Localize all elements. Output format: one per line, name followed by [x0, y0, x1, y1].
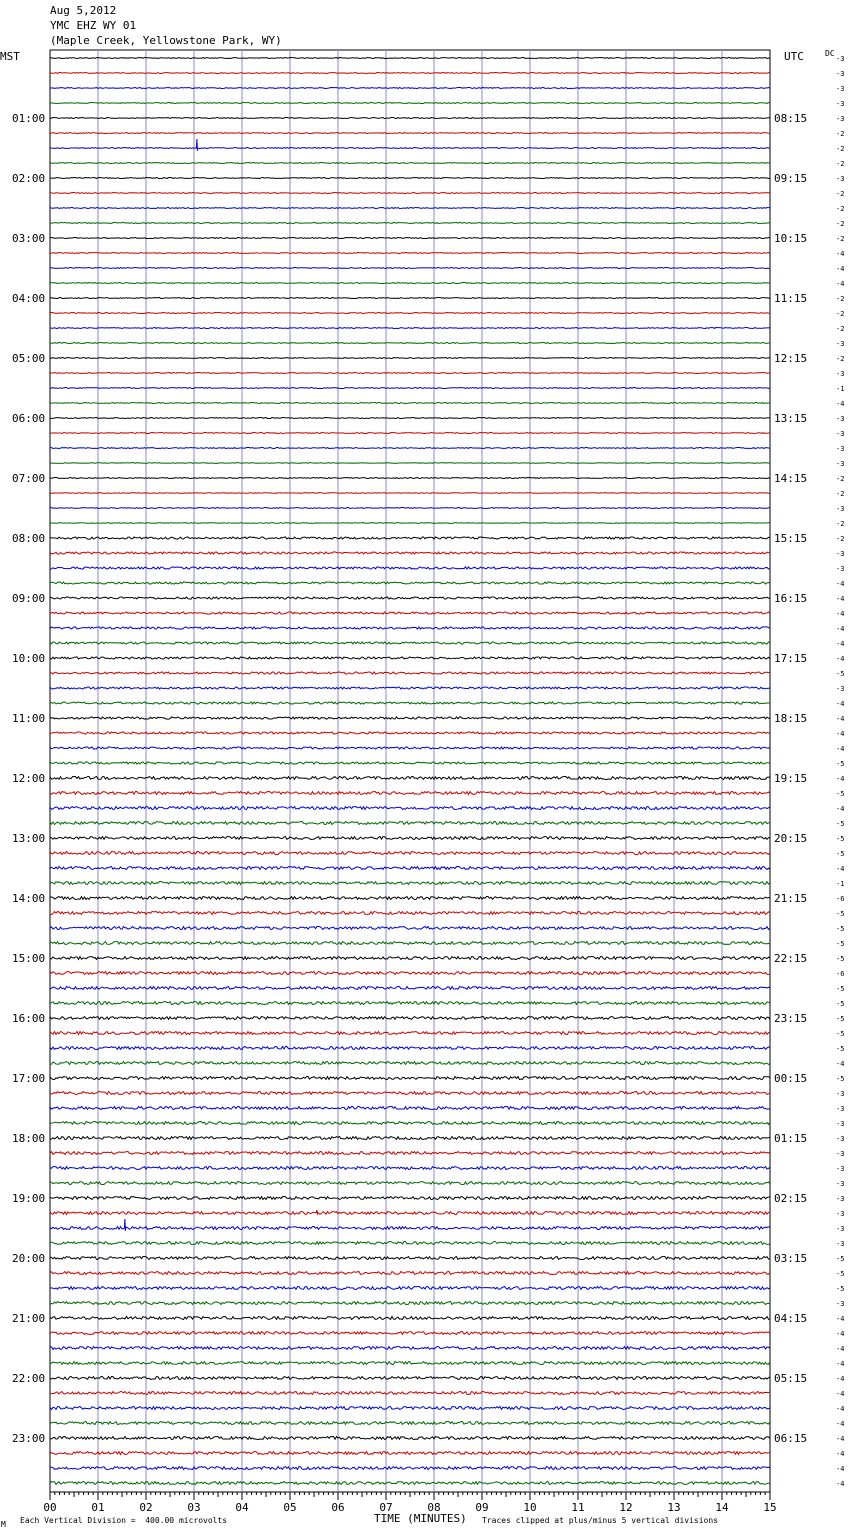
x-tick-label: 02	[139, 1501, 153, 1514]
dc-offset-label: -3	[836, 1090, 845, 1098]
left-hour-label: 07:00	[12, 472, 46, 485]
dc-offset-label: -2	[836, 205, 845, 213]
right-hour-label: 13:15	[774, 412, 808, 425]
dc-offset-label: -4	[836, 1435, 845, 1443]
x-axis-label: TIME (MINUTES)	[374, 1512, 467, 1525]
trace-line	[50, 672, 770, 674]
dc-offset-label: -4	[836, 595, 845, 603]
trace-line	[50, 1452, 770, 1455]
trace-line	[50, 582, 770, 584]
dc-offset-label: -2	[836, 475, 845, 483]
footer-corner-mark: M	[1, 1520, 6, 1529]
trace-line	[50, 1062, 770, 1065]
dc-offset-label: -2	[836, 160, 845, 168]
trace-line	[50, 987, 770, 990]
dc-offset-label: -3	[836, 340, 845, 348]
dc-offset-label: -5	[836, 835, 845, 843]
dc-offset-label: -4	[836, 1405, 845, 1413]
x-tick-label: 12	[619, 1501, 633, 1514]
trace-line	[50, 73, 770, 74]
trace-line	[50, 508, 770, 509]
dc-offset-label: -2	[836, 520, 845, 528]
trace-line	[50, 1317, 770, 1320]
dc-offset-label: -3	[836, 1225, 845, 1233]
right-hour-label: 06:15	[774, 1432, 808, 1445]
dc-offset-label: -4	[836, 400, 845, 408]
trace-line	[50, 1242, 770, 1245]
trace-line	[50, 702, 770, 704]
right-hour-label: 09:15	[774, 172, 808, 185]
dc-offset-label: -4	[836, 745, 845, 753]
dc-offset-label: -4	[836, 775, 845, 783]
dc-offset-label: -3	[836, 1210, 845, 1218]
dc-offset-label: -3	[836, 445, 845, 453]
left-hour-label: 19:00	[12, 1192, 46, 1205]
left-hour-label: 20:00	[12, 1252, 46, 1265]
trace-line	[50, 1017, 770, 1020]
trace-line	[50, 762, 770, 764]
trace-line	[50, 852, 770, 855]
dc-offset-label: -5	[836, 985, 845, 993]
x-tick-label: 15	[763, 1501, 777, 1514]
dc-offset-label: -4	[836, 1390, 845, 1398]
header-location: (Maple Creek, Yellowstone Park, WY)	[50, 34, 282, 47]
dc-offset-label: -2	[836, 325, 845, 333]
trace-line	[50, 163, 770, 164]
trace-line	[50, 882, 770, 885]
right-hour-label: 05:15	[774, 1372, 808, 1385]
trace-line	[50, 1302, 770, 1305]
trace-line	[50, 118, 770, 119]
trace-line	[50, 567, 770, 569]
dc-offset-label: -3	[836, 1195, 845, 1203]
right-hour-label: 14:15	[774, 472, 808, 485]
dc-offset-label: -3	[836, 1150, 845, 1158]
dc-offset-label: -3	[836, 415, 845, 423]
trace-line	[50, 1227, 770, 1230]
x-tick-label: 06	[331, 1501, 345, 1514]
left-hour-label: 09:00	[12, 592, 46, 605]
dc-offset-label: -4	[836, 1315, 845, 1323]
trace-line	[50, 1392, 770, 1395]
trace-line	[50, 1107, 770, 1110]
dc-offset-label: -4	[836, 700, 845, 708]
trace-line	[50, 193, 770, 194]
trace-line	[50, 223, 770, 224]
trace-line	[50, 597, 770, 599]
left-hour-label: 08:00	[12, 532, 46, 545]
trace-line	[50, 433, 770, 434]
right-hour-label: 01:15	[774, 1132, 808, 1145]
x-tick-label: 04	[235, 1501, 249, 1514]
trace-line	[50, 268, 770, 269]
dc-offset-label: -2	[836, 190, 845, 198]
trace-line	[50, 1182, 770, 1185]
x-tick-label: 10	[523, 1501, 537, 1514]
trace-line	[50, 133, 770, 134]
dc-offset-label: -5	[836, 1075, 845, 1083]
left-hour-label: 10:00	[12, 652, 46, 665]
left-hour-label: 21:00	[12, 1312, 46, 1325]
dc-offset-label: -3	[836, 1165, 845, 1173]
x-tick-label: 00	[43, 1501, 57, 1514]
right-hour-label: 17:15	[774, 652, 808, 665]
header-station: YMC EHZ WY 01	[50, 19, 137, 32]
trace-line	[50, 1032, 770, 1035]
right-hour-label: 21:15	[774, 892, 808, 905]
dc-offset-label: -5	[836, 820, 845, 828]
right-hour-label: 15:15	[774, 532, 808, 545]
dc-offset-label: -5	[836, 940, 845, 948]
trace-line	[50, 822, 770, 825]
dc-offset-label: -4	[836, 1330, 845, 1338]
dc-offset-label: -4	[836, 265, 845, 273]
dc-offset-label: -4	[836, 805, 845, 813]
dc-offset-label: -4	[836, 250, 845, 258]
right-hour-label: 22:15	[774, 952, 808, 965]
trace-line	[50, 972, 770, 975]
dc-offset-label: -4	[836, 280, 845, 288]
left-hour-label: 11:00	[12, 712, 46, 725]
left-hour-label: 18:00	[12, 1132, 46, 1145]
dc-offset-label: -5	[836, 925, 845, 933]
trace-line	[50, 1437, 770, 1440]
x-tick-label: 14	[715, 1501, 729, 1514]
dc-offset-label: -3	[836, 115, 845, 123]
dc-offset-label: -3	[836, 70, 845, 78]
trace-line	[50, 927, 770, 930]
right-hour-label: 12:15	[774, 352, 808, 365]
dc-offset-label: -1	[836, 880, 845, 888]
dc-offset-label: -2	[836, 490, 845, 498]
dc-offset-label: -2	[836, 535, 845, 543]
trace-line	[50, 1257, 770, 1260]
dc-offset-label: -6	[836, 895, 845, 903]
dc-offset-label: -4	[836, 1375, 845, 1383]
trace-line	[50, 463, 770, 464]
dc-offset-label: -3	[836, 175, 845, 183]
footer-scale-text: Each Vertical Division = 400.00 microvolts	[20, 1516, 228, 1525]
right-hour-label: 02:15	[774, 1192, 808, 1205]
trace-line	[50, 867, 770, 870]
trace-line	[50, 103, 770, 104]
trace-line	[50, 328, 770, 329]
dc-offset-label: -2	[836, 130, 845, 138]
trace-line	[50, 1407, 770, 1410]
dc-offset-label: -3	[836, 100, 845, 108]
trace-line	[50, 388, 770, 389]
trace-line	[50, 178, 770, 179]
left-hour-label: 17:00	[12, 1072, 46, 1085]
right-hour-label: 04:15	[774, 1312, 808, 1325]
dc-offset-label: -2	[836, 235, 845, 243]
trace-line	[50, 1212, 770, 1215]
x-tick-label: 08	[427, 1501, 441, 1514]
dc-offset-label: -2	[836, 355, 845, 363]
trace-line	[50, 642, 770, 644]
dc-offset-label: -2	[836, 295, 845, 303]
dc-offset-label: -5	[836, 955, 845, 963]
trace-line	[50, 523, 770, 524]
trace-line	[50, 942, 770, 945]
trace-line	[50, 1482, 770, 1485]
dc-offset-label: -3	[836, 1120, 845, 1128]
trace-line	[50, 313, 770, 314]
right-hour-label: 03:15	[774, 1252, 808, 1265]
trace-line	[50, 1122, 770, 1125]
dc-offset-label: -5	[836, 1045, 845, 1053]
left-hour-label: 13:00	[12, 832, 46, 845]
trace-line	[50, 298, 770, 299]
dc-offset-label: -5	[836, 850, 845, 858]
dc-offset-label: -4	[836, 1360, 845, 1368]
right-hour-label: 11:15	[774, 292, 808, 305]
right-hour-label: 20:15	[774, 832, 808, 845]
trace-line	[50, 283, 770, 284]
right-hour-label: 23:15	[774, 1012, 808, 1025]
x-tick-label: 03	[187, 1501, 201, 1514]
dc-offset-label: -3	[836, 85, 845, 93]
dc-offset-label: -4	[836, 1450, 845, 1458]
trace-line	[50, 1002, 770, 1005]
dc-offset-label: -5	[836, 910, 845, 918]
trace-line	[50, 418, 770, 419]
trace-line	[50, 1467, 770, 1470]
trace-line	[50, 552, 770, 554]
dc-offset-label: -5	[836, 1270, 845, 1278]
dc-offset-label: -4	[836, 730, 845, 738]
dc-offset-label: -4	[836, 1060, 845, 1068]
trace-line	[50, 1197, 770, 1200]
left-hour-label: 12:00	[12, 772, 46, 785]
dc-label: DC	[825, 49, 835, 58]
dc-offset-label: -5	[836, 1030, 845, 1038]
dc-offset-label: -5	[836, 760, 845, 768]
trace-line	[50, 373, 770, 374]
trace-line	[50, 253, 770, 254]
trace-line	[50, 448, 770, 449]
left-hour-label: 02:00	[12, 172, 46, 185]
trace-line	[50, 1377, 770, 1380]
dc-offset-label: -6	[836, 970, 845, 978]
trace-line	[50, 208, 770, 209]
trace-line	[50, 747, 770, 749]
left-hour-label: 06:00	[12, 412, 46, 425]
header-date: Aug 5,2012	[50, 4, 117, 17]
dc-offset-label: -2	[836, 220, 845, 228]
trace-line	[50, 1047, 770, 1050]
right-hour-label: 19:15	[774, 772, 808, 785]
footer-clip-text: Traces clipped at plus/minus 5 vertical divisions	[482, 1516, 719, 1525]
trace-line	[50, 343, 770, 344]
dc-offset-label: -4	[836, 640, 845, 648]
trace-line	[50, 1272, 770, 1275]
right-hour-label: 18:15	[774, 712, 808, 725]
right-hour-label: 16:15	[774, 592, 808, 605]
dc-offset-label: -2	[836, 145, 845, 153]
dc-offset-label: -3	[836, 460, 845, 468]
dc-offset-label: -4	[836, 1420, 845, 1428]
trace-line	[50, 1347, 770, 1350]
trace-line	[50, 687, 770, 689]
trace-line	[50, 957, 770, 960]
dc-offset-label: -4	[836, 1465, 845, 1473]
x-tick-label: 05	[283, 1501, 297, 1514]
trace-line	[50, 1332, 770, 1335]
trace-line	[50, 612, 770, 614]
dc-offset-label: -2	[836, 310, 845, 318]
trace-line	[50, 777, 770, 780]
left-hour-label: 14:00	[12, 892, 46, 905]
trace-line	[50, 537, 770, 539]
dc-offset-label: -4	[836, 1345, 845, 1353]
dc-offset-label: -3	[836, 1240, 845, 1248]
trace-line	[50, 238, 770, 239]
trace-line	[50, 627, 770, 629]
left-hour-label: 05:00	[12, 352, 46, 365]
trace-line	[50, 478, 770, 479]
dc-offset-label: -4	[836, 625, 845, 633]
left-timezone-label: MST	[0, 50, 20, 63]
x-tick-label: 13	[667, 1501, 681, 1514]
trace-line	[50, 807, 770, 810]
trace-line	[50, 403, 770, 404]
trace-line	[50, 88, 770, 89]
left-hour-label: 04:00	[12, 292, 46, 305]
x-tick-label: 09	[475, 1501, 489, 1514]
left-hour-label: 22:00	[12, 1372, 46, 1385]
trace-line	[50, 1077, 770, 1080]
dc-offset-label: -4	[836, 580, 845, 588]
dc-offset-label: -3	[836, 1180, 845, 1188]
trace-line	[50, 1167, 770, 1170]
dc-offset-label: -5	[836, 1285, 845, 1293]
trace-line	[50, 58, 770, 59]
dc-offset-label: -3	[836, 1300, 845, 1308]
dc-offset-label: -3	[836, 505, 845, 513]
trace-line	[50, 493, 770, 494]
dc-offset-label: -3	[836, 430, 845, 438]
trace-line	[50, 897, 770, 900]
dc-offset-label: -4	[836, 865, 845, 873]
right-hour-label: 00:15	[774, 1072, 808, 1085]
dc-offset-label: -3	[836, 370, 845, 378]
trace-line	[50, 1422, 770, 1425]
left-hour-label: 01:00	[12, 112, 46, 125]
right-timezone-label: UTC	[784, 50, 804, 63]
left-hour-label: 15:00	[12, 952, 46, 965]
trace-line	[50, 912, 770, 915]
dc-offset-label: -3	[836, 550, 845, 558]
dc-offset-label: -5	[836, 1255, 845, 1263]
trace-line	[50, 1287, 770, 1290]
dc-offset-label: -5	[836, 1015, 845, 1023]
left-hour-label: 16:00	[12, 1012, 46, 1025]
x-tick-label: 07	[379, 1501, 393, 1514]
trace-line	[50, 657, 770, 659]
dc-offset-label: -3	[836, 1135, 845, 1143]
x-tick-label: 01	[91, 1501, 105, 1514]
dc-offset-label: -3	[836, 1105, 845, 1113]
trace-line	[50, 148, 770, 149]
trace-line	[50, 358, 770, 359]
trace-line	[50, 792, 770, 795]
dc-offset-label: -4	[836, 610, 845, 618]
trace-line	[50, 1092, 770, 1095]
trace-line	[50, 837, 770, 840]
dc-offset-label: -1	[836, 385, 845, 393]
trace-line	[50, 1137, 770, 1140]
trace-line	[50, 732, 770, 734]
dc-offset-label: -3	[836, 55, 845, 63]
right-hour-label: 10:15	[774, 232, 808, 245]
event-spike	[196, 139, 198, 151]
plot-frame	[50, 50, 770, 1492]
x-tick-label: 11	[571, 1501, 585, 1514]
dc-offset-label: -3	[836, 565, 845, 573]
trace-line	[50, 1152, 770, 1155]
trace-line	[50, 1362, 770, 1365]
left-hour-label: 03:00	[12, 232, 46, 245]
dc-offset-label: -5	[836, 1000, 845, 1008]
left-hour-label: 23:00	[12, 1432, 46, 1445]
right-hour-label: 08:15	[774, 112, 808, 125]
dc-offset-label: -3	[836, 685, 845, 693]
event-spike	[124, 1219, 126, 1231]
dc-offset-label: -5	[836, 790, 845, 798]
dc-offset-label: -5	[836, 670, 845, 678]
dc-offset-label: -4	[836, 715, 845, 723]
dc-offset-label: -4	[836, 1480, 845, 1488]
dc-offset-label: -4	[836, 655, 845, 663]
trace-line	[50, 717, 770, 719]
